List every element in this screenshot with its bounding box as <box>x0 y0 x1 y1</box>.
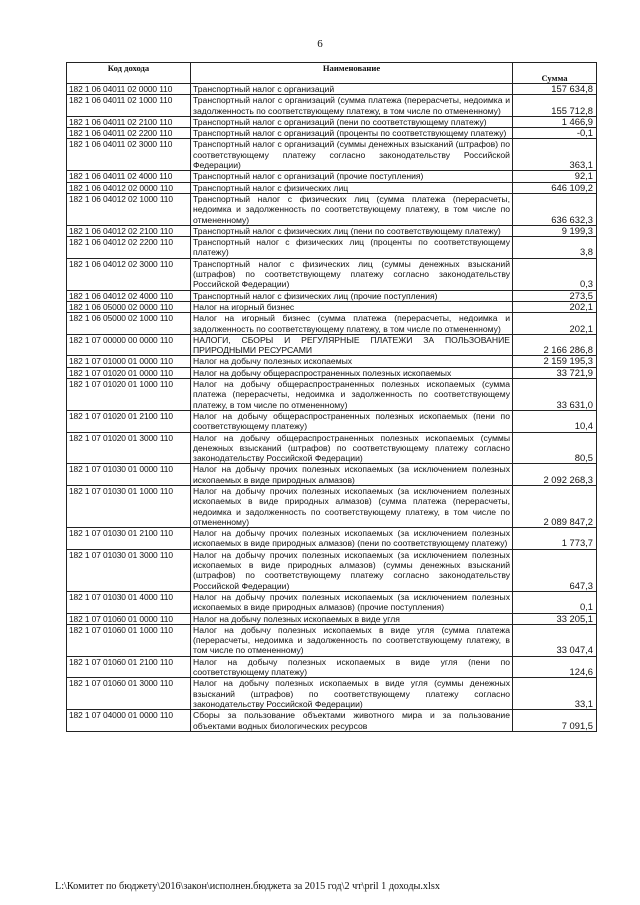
row-code: 182 1 07 01030 01 0000 110 <box>67 464 191 486</box>
table-row <box>67 171 597 182</box>
row-code: 182 1 07 01020 01 3000 110 <box>67 432 191 464</box>
row-sum: 2 166 286,8 <box>513 334 597 356</box>
row-name: Транспортный налог с организаций (пени по соответствующему платежу) <box>191 116 513 127</box>
row-name: Налог на добычу полезных ископаемых <box>191 356 513 367</box>
row-sum: 0,1 <box>513 591 597 613</box>
row-code: 182 1 06 04011 02 2200 110 <box>67 128 191 139</box>
row-sum: 2 089 847,2 <box>513 485 597 527</box>
row-code: 182 1 06 04012 02 0000 110 <box>67 182 191 193</box>
row-sum: 3,8 <box>513 237 597 259</box>
row-code: 182 1 07 01020 01 2100 110 <box>67 410 191 432</box>
row-sum: 7 091,5 <box>513 710 597 732</box>
table-row <box>67 356 597 367</box>
row-name: Транспортный налог с организаций <box>191 84 513 95</box>
row-sum: 9 199,3 <box>513 225 597 236</box>
row-code: 182 1 06 04012 02 4000 110 <box>67 290 191 301</box>
row-name: Налог на добычу полезных ископаемых в виде угля (сумма платежа (перерасчеты, недоимка и задолженность по соответствующему платежу, в том числе по отмененному) <box>191 624 513 656</box>
table-row <box>67 225 597 236</box>
row-code: 182 1 06 04011 02 1000 110 <box>67 95 191 117</box>
row-code: 182 1 06 04011 02 2100 110 <box>67 116 191 127</box>
row-name: Транспортный налог с организаций (прочие поступления) <box>191 171 513 182</box>
row-name: Транспортный налог с организаций (суммы денежных взысканий (штрафов) по соответствующему платежу согласно законодательству Российской Федерации) <box>191 139 513 171</box>
table-row <box>67 95 597 117</box>
table-row <box>67 678 597 710</box>
row-sum: 1 773,7 <box>513 528 597 550</box>
row-code: 182 1 07 01000 01 0000 110 <box>67 356 191 367</box>
row-code: 182 1 07 04000 01 0000 110 <box>67 710 191 732</box>
table-row <box>67 613 597 624</box>
row-sum: 33 721,9 <box>513 367 597 378</box>
row-code: 182 1 06 05000 02 1000 110 <box>67 313 191 335</box>
table-row <box>67 549 597 591</box>
row-sum: 33 205,1 <box>513 613 597 624</box>
row-name: Налог на добычу прочих полезных ископаемых (за исключением полезных ископаемых в виде природных алмазов) (прочие поступления) <box>191 591 513 613</box>
row-code: 182 1 06 04012 02 2200 110 <box>67 237 191 259</box>
row-sum: -0,1 <box>513 128 597 139</box>
row-name: Налог на добычу полезных ископаемых в виде угля (суммы денежных взысканий (штрафов) по соответствующему платежу согласно законодательству Российской Федерации) <box>191 678 513 710</box>
table-row <box>67 237 597 259</box>
row-sum: 2 092 268,3 <box>513 464 597 486</box>
row-sum: 33 047,4 <box>513 624 597 656</box>
row-code: 182 1 07 01030 01 1000 110 <box>67 485 191 527</box>
row-sum: 92,1 <box>513 171 597 182</box>
table-header-row <box>67 63 597 84</box>
table-row <box>67 432 597 464</box>
row-sum: 155 712,8 <box>513 95 597 117</box>
table-row <box>67 334 597 356</box>
table-body <box>67 84 597 732</box>
row-code: 182 1 07 01060 01 3000 110 <box>67 678 191 710</box>
row-sum: 80,5 <box>513 432 597 464</box>
table-row <box>67 624 597 656</box>
revenue-table <box>66 62 597 732</box>
row-name: Транспортный налог с физических лиц (проценты по соответствующему платежу) <box>191 237 513 259</box>
header-sum: Сумма <box>513 63 597 84</box>
table-row <box>67 710 597 732</box>
header-code: Код дохода <box>67 63 191 84</box>
row-name: Налог на игорный бизнес <box>191 301 513 312</box>
table-row <box>67 591 597 613</box>
row-sum: 33,1 <box>513 678 597 710</box>
row-name: Налог на добычу общераспространенных полезных ископаемых (суммы денежных взысканий (штрафов) по соответствующему платежу согласно законодательству Российской Федерации) <box>191 432 513 464</box>
row-code: 182 1 06 05000 02 0000 110 <box>67 301 191 312</box>
row-name: Транспортный налог с физических лиц <box>191 182 513 193</box>
row-name: Налог на добычу полезных ископаемых в виде угля (пени по соответствующему платежу) <box>191 656 513 678</box>
row-name: Налог на добычу общераспространенных полезных ископаемых (пени по соответствующему платежу) <box>191 410 513 432</box>
table-row <box>67 485 597 527</box>
table-row <box>67 410 597 432</box>
row-code: 182 1 07 01020 01 1000 110 <box>67 379 191 411</box>
row-sum: 0,3 <box>513 258 597 290</box>
row-sum: 124,6 <box>513 656 597 678</box>
table-row <box>67 139 597 171</box>
row-sum: 2 159 195,3 <box>513 356 597 367</box>
row-name: Налог на добычу прочих полезных ископаемых (за исключением полезных ископаемых в виде природных алмазов) (пени по соответствующему платежу) <box>191 528 513 550</box>
row-name: Налог на добычу прочих полезных ископаемых (за исключением полезных ископаемых в виде природных алмазов) (суммы денежных взысканий (штрафов) по соответствующему платежу согласно законодательству Российской Федерации) <box>191 549 513 591</box>
row-name: Налог на добычу общераспространенных полезных ископаемых (сумма платежа (перерасчеты, недоимка и задолженность по соответствующему платежу, в том числе по отмененному) <box>191 379 513 411</box>
row-name: Транспортный налог с физических лиц (пени по соответствующему платежу) <box>191 225 513 236</box>
table-row <box>67 528 597 550</box>
row-code: 182 1 07 01060 01 0000 110 <box>67 613 191 624</box>
row-code: 182 1 06 04012 02 1000 110 <box>67 193 191 225</box>
row-code: 182 1 06 04012 02 3000 110 <box>67 258 191 290</box>
header-name: Наименование <box>191 63 513 84</box>
table-row <box>67 258 597 290</box>
row-code: 182 1 07 01030 01 3000 110 <box>67 549 191 591</box>
row-code: 182 1 07 01030 01 4000 110 <box>67 591 191 613</box>
row-sum: 636 632,3 <box>513 193 597 225</box>
file-path-footer: L:\Комитет по бюджету\2016\закон\исполнен.бюджета за 2015 год\2 чт\pril 1 доходы.xlsx <box>55 881 440 892</box>
table-row <box>67 290 597 301</box>
row-name: Налог на добычу общераспространенных полезных ископаемых <box>191 367 513 378</box>
row-sum: 157 634,8 <box>513 84 597 95</box>
table-row <box>67 301 597 312</box>
table-row <box>67 464 597 486</box>
row-sum: 363,1 <box>513 139 597 171</box>
row-code: 182 1 06 04011 02 3000 110 <box>67 139 191 171</box>
row-code: 182 1 07 01060 01 1000 110 <box>67 624 191 656</box>
row-name: Транспортный налог с физических лиц (суммы денежных взысканий (штрафов) по соответствующему платежу согласно законодательству Российской Федерации) <box>191 258 513 290</box>
row-name: Налог на добычу прочих полезных ископаемых (за исключением полезных ископаемых в виде природных алмазов) (сумма платежа (перерасчеты, недоимка и задолженность по соответствующему платежу, в том числе по отмененному) <box>191 485 513 527</box>
row-sum: 33 631,0 <box>513 379 597 411</box>
table-row <box>67 84 597 95</box>
row-name: Налог на игорный бизнес (сумма платежа (перерасчеты, недоимка и задолженность по соответствующему платежу, в том числе по отмененному) <box>191 313 513 335</box>
row-code: 182 1 06 04012 02 2100 110 <box>67 225 191 236</box>
row-code: 182 1 06 04011 02 4000 110 <box>67 171 191 182</box>
row-name: Транспортный налог с организаций (сумма платежа (перерасчеты, недоимка и задолженность по соответствующему платежу, в том числе по отмененному) <box>191 95 513 117</box>
row-code: 182 1 07 01060 01 2100 110 <box>67 656 191 678</box>
table-row <box>67 313 597 335</box>
table-row <box>67 656 597 678</box>
row-sum: 646 109,2 <box>513 182 597 193</box>
table-row <box>67 116 597 127</box>
row-name: Транспортный налог с организаций (проценты по соответствующему платежу) <box>191 128 513 139</box>
page-number: 6 <box>317 38 323 50</box>
row-sum: 647,3 <box>513 549 597 591</box>
row-code: 182 1 06 04011 02 0000 110 <box>67 84 191 95</box>
row-code: 182 1 07 00000 00 0000 110 <box>67 334 191 356</box>
table-row <box>67 128 597 139</box>
row-name: Налог на добычу полезных ископаемых в виде угля <box>191 613 513 624</box>
row-name: Сборы за пользование объектами животного мира и за пользование объектами водных биологических ресурсов <box>191 710 513 732</box>
row-code: 182 1 07 01030 01 2100 110 <box>67 528 191 550</box>
table-row <box>67 182 597 193</box>
row-sum: 273,5 <box>513 290 597 301</box>
row-sum: 10,4 <box>513 410 597 432</box>
row-name: Транспортный налог с физических лиц (сумма платежа (перерасчеты, недоимка и задолженность по соответствующему платежу, в том числе по отмененному) <box>191 193 513 225</box>
row-sum: 202,1 <box>513 301 597 312</box>
row-name: НАЛОГИ, СБОРЫ И РЕГУЛЯРНЫЕ ПЛАТЕЖИ ЗА ПОЛЬЗОВАНИЕ ПРИРОДНЫМИ РЕСУРСАМИ <box>191 334 513 356</box>
row-sum: 202,1 <box>513 313 597 335</box>
row-name: Транспортный налог с физических лиц (прочие поступления) <box>191 290 513 301</box>
row-sum: 1 466,9 <box>513 116 597 127</box>
row-code: 182 1 07 01020 01 0000 110 <box>67 367 191 378</box>
table-row <box>67 193 597 225</box>
row-name: Налог на добычу прочих полезных ископаемых (за исключением полезных ископаемых в виде природных алмазов) <box>191 464 513 486</box>
table-row <box>67 379 597 411</box>
table-row <box>67 367 597 378</box>
